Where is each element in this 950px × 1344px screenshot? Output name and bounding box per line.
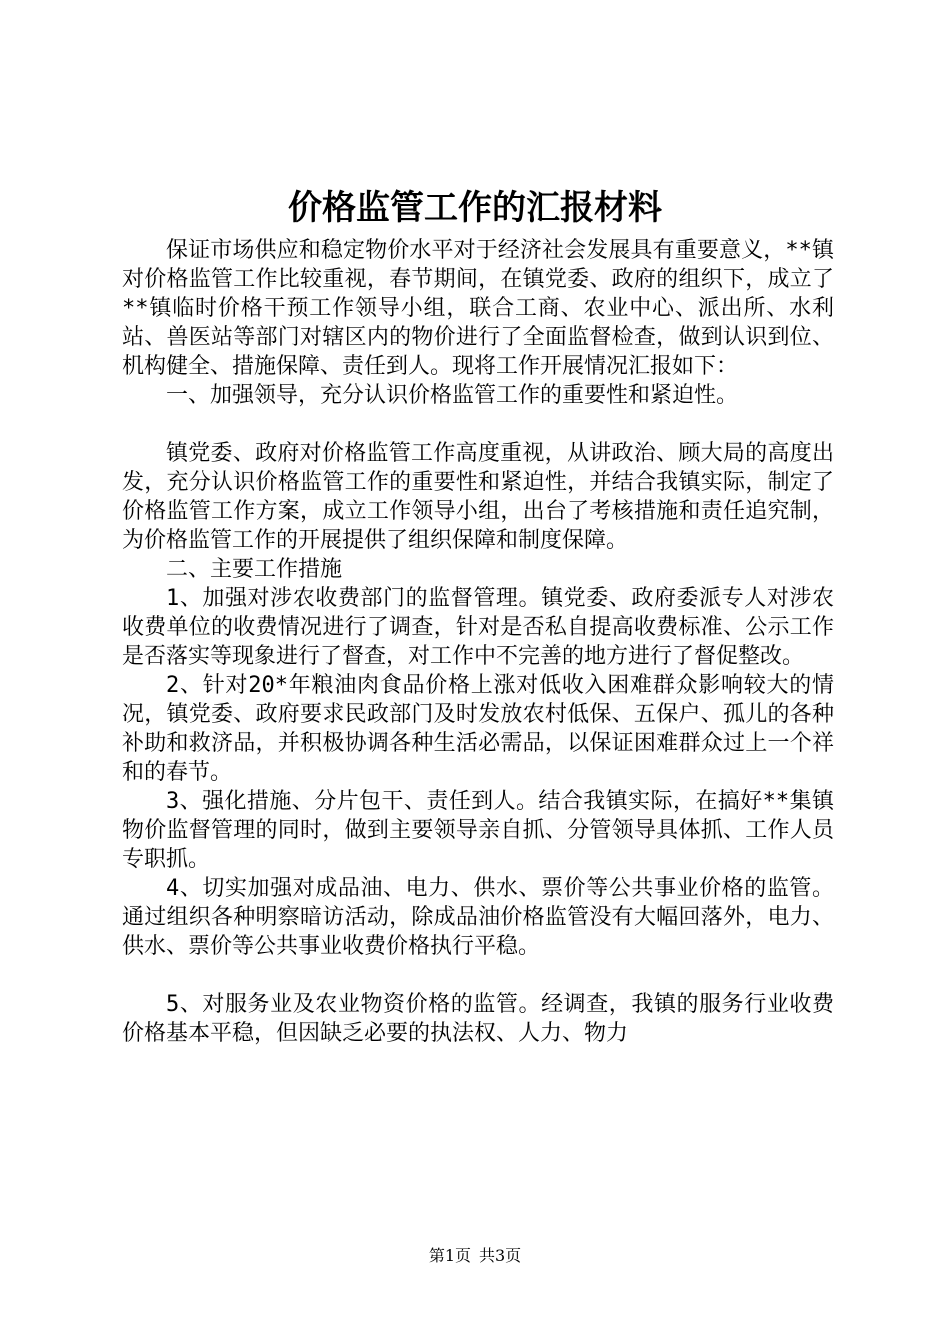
paragraph-measure-5: 5、对服务业及农业物资价格的监管。经调查，我镇的服务行业收费价格基本平稳，但因缺乏必要的执法权、人力、物力 bbox=[122, 992, 834, 1046]
paragraph-intro: 保证市场供应和稳定物价水平对于经济社会发展具有重要意义，**镇对价格监管工作比较重视，春节期间，在镇党委、政府的组织下，成立了**镇临时价格干预工作领导小组，联合工商、农业中心、派出所、水利站、兽医站等部门对辖区内的物价进行了全面监督检查，做到认识到位、机构健全、措施保障、责任到人。现将工作开展情况汇报如下： bbox=[122, 238, 834, 379]
document-title: 价格监管工作的汇报材料 bbox=[288, 188, 662, 228]
paragraph-measure-4: 4、切实加强对成品油、电力、供水、票价等公共事业价格的监管。通过组织各种明察暗访活动，除成品油价格监管没有大幅回落外，电力、供水、票价等公共事业收费价格执行平稳。 bbox=[122, 876, 834, 959]
paragraph-spacer bbox=[122, 961, 834, 990]
paragraph-spacer bbox=[122, 410, 834, 439]
paragraph-measure-2: 2、针对20*年粮油肉食品价格上涨对低收入困难群众影响较大的情况，镇党委、政府要求民政部门及时发放农村低保、五保户、孤儿的各种补助和救济品，并积极协调各种生活必需品，以保证困难群众过上一个祥和的春节。 bbox=[122, 673, 834, 785]
page-footer bbox=[0, 1245, 950, 1267]
paragraph-leadership: 镇党委、政府对价格监管工作高度重视，从讲政治、顾大局的高度出发，充分认识价格监管工作的重要性和紧迫性，并结合我镇实际，制定了价格监管工作方案，成立工作领导小组，出台了考核措施和责任追究制，为价格监管工作的开展提供了组织保障和制度保障。 bbox=[122, 441, 834, 553]
section-heading-2: 二、主要工作措施 bbox=[166, 557, 343, 582]
paragraph-measure-3: 3、强化措施、分片包干、责任到人。结合我镇实际，在搞好**集镇物价监督管理的同时，做到主要领导亲自抓、分管领导具体抓、工作人员专职抓。 bbox=[122, 789, 834, 872]
paragraph-measure-1: 1、加强对涉农收费部门的监督管理。镇党委、政府委派专人对涉农收费单位的收费情况进行了调查，针对是否私自提高收费标准、公示工作是否落实等现象进行了督查，对工作中不完善的地方进行了督促整改。 bbox=[122, 586, 834, 669]
document-body bbox=[122, 236, 834, 1048]
section-heading-1: 一、加强领导，充分认识价格监管工作的重要性和紧迫性。 bbox=[166, 383, 739, 408]
page-total: 共3页 bbox=[479, 1246, 522, 1265]
page-number: 第1页 bbox=[428, 1246, 471, 1265]
